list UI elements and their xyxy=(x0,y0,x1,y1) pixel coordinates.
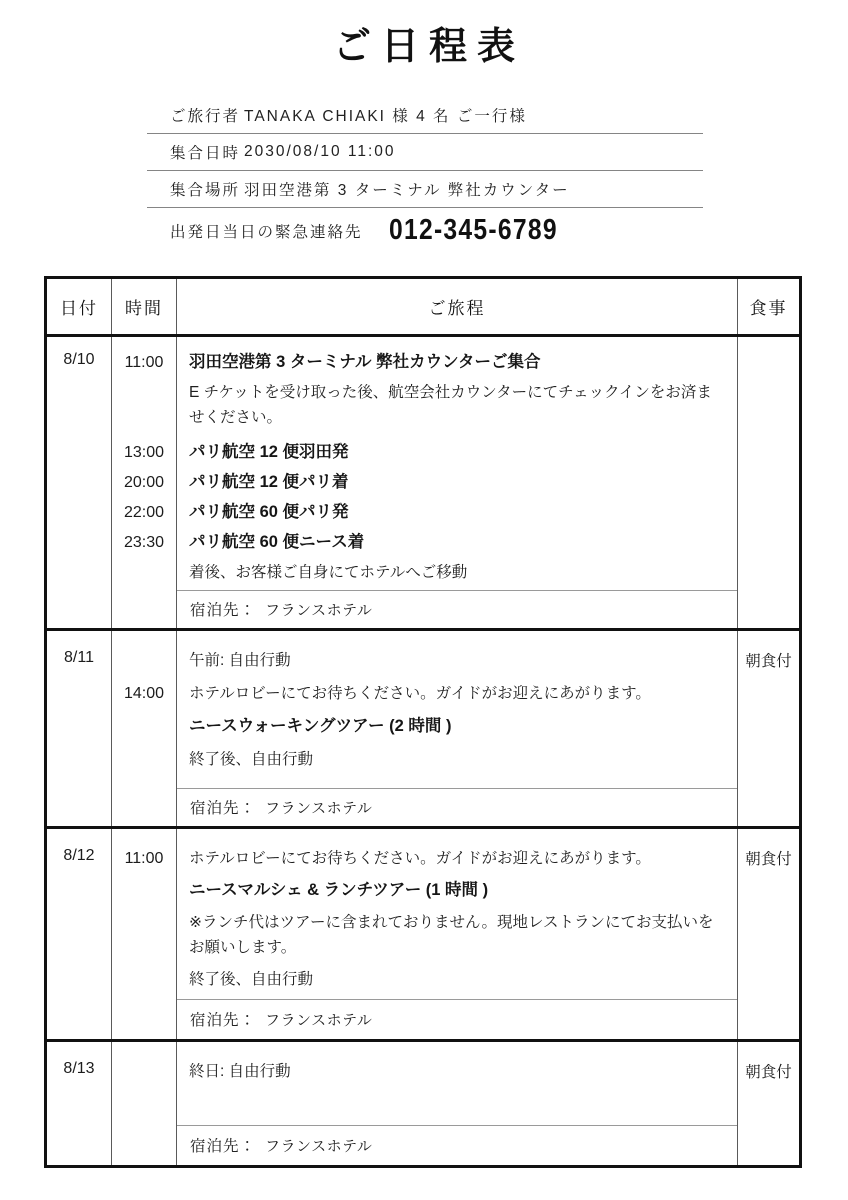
itinerary-line xyxy=(112,714,737,739)
date-cell: 8/12 xyxy=(47,829,112,1039)
itinerary-content xyxy=(112,829,737,999)
itinerary-line xyxy=(112,878,737,903)
itinerary-text: 着後、お客様ご自身にてホテルへご移動 xyxy=(189,563,468,581)
day-row-8-13 xyxy=(47,1039,799,1165)
meal-cell: 朝食付 xyxy=(737,1042,799,1165)
itinerary-text: 羽田空港第 3 ターミナル 弊社カウンターご集合 xyxy=(189,352,541,371)
table-header-time: 時間 xyxy=(112,279,177,334)
time-value: 14:00 xyxy=(123,684,165,702)
meeting-place-value: 羽田空港第 3 ターミナル 弊社カウンター xyxy=(244,181,570,199)
itinerary-cell xyxy=(112,1042,737,1165)
itinerary-text: E チケットを受け取った後、航空会社カウンターにてチェックインをお済ませください。 xyxy=(189,383,712,426)
meeting-datetime-value: 2030/08/10 11:00 xyxy=(244,142,396,160)
lodging-row xyxy=(112,999,737,1039)
meeting-datetime-row xyxy=(147,134,703,171)
itinerary-line xyxy=(112,648,737,673)
meeting-place-label: 集合場所 xyxy=(170,181,241,199)
itinerary-line xyxy=(112,530,737,555)
itinerary-cell xyxy=(112,829,737,1039)
lodging-label: 宿泊先： xyxy=(190,800,257,817)
date-cell: 8/11 xyxy=(47,631,112,826)
itinerary-cell xyxy=(112,337,737,628)
table-header-date: 日付 xyxy=(47,279,112,334)
time-value: 11:00 xyxy=(124,849,164,867)
itinerary-text: 午前: 自由行動 xyxy=(189,651,291,669)
itinerary-text: パリ航空 12 便羽田発 xyxy=(189,442,349,461)
lodging-box xyxy=(177,590,737,628)
emergency-contact-row xyxy=(147,210,703,252)
itinerary-text: パリ航空 60 便ニース着 xyxy=(189,532,365,551)
itinerary-line xyxy=(112,681,737,706)
itinerary-table xyxy=(44,276,802,1168)
table-header-meal: 食事 xyxy=(737,279,799,334)
time-value: 20:00 xyxy=(123,473,165,491)
itinerary-text: 終了後、自由行動 xyxy=(189,750,314,768)
itinerary-text: ホテルロビーにてお待ちください。ガイドがお迎えにあがります。 xyxy=(189,684,651,702)
itinerary-line xyxy=(112,967,737,992)
date-cell: 8/13 xyxy=(47,1042,112,1165)
time-value: 11:00 xyxy=(124,353,164,371)
meeting-datetime-label: 集合日時 xyxy=(170,144,241,162)
lodging-label: 宿泊先： xyxy=(190,1012,257,1029)
itinerary-line xyxy=(112,747,737,772)
lodging-row xyxy=(112,1125,737,1165)
itinerary-line xyxy=(112,380,737,430)
itinerary-text: ※ランチ代はツアーに含まれておりません。現地レストランにてお支払いをお願いします。 xyxy=(189,913,714,956)
itinerary-line xyxy=(112,560,737,585)
meal-cell: 朝食付 xyxy=(737,631,799,826)
lodging-value: フランスホテル xyxy=(265,799,373,817)
lodging-row xyxy=(112,590,737,628)
emergency-phone-number: 012-345-6789 xyxy=(388,214,558,246)
itinerary-text: ニースマルシェ & ランチツアー (1 時間 ) xyxy=(189,880,489,899)
lodging-spacer xyxy=(112,999,177,1039)
itinerary-line xyxy=(112,470,737,495)
lodging-box xyxy=(177,999,737,1039)
meal-cell: 朝食付 xyxy=(737,829,799,1039)
itinerary-text: ニースウォーキングツアー (2 時間 ) xyxy=(189,716,452,735)
table-header-itinerary: ご旅程 xyxy=(428,298,486,318)
page-title: ご日程表 xyxy=(332,26,525,68)
itinerary-line xyxy=(112,440,737,465)
traveler-value: TANAKA CHIAKI 様 4 名 ご一行様 xyxy=(244,107,527,125)
lodging-value: フランスホテル xyxy=(265,601,373,619)
emergency-contact-label: 出発日当日の緊急連絡先 xyxy=(170,223,363,241)
itinerary-line xyxy=(112,1059,737,1084)
date-cell: 8/10 xyxy=(47,337,112,628)
traveler-label: ご旅行者 xyxy=(170,107,241,125)
itinerary-text: パリ航空 60 便パリ発 xyxy=(189,502,349,521)
itinerary-line xyxy=(112,910,737,960)
lodging-value: フランスホテル xyxy=(265,1011,373,1029)
meeting-place-row xyxy=(147,171,703,208)
lodging-row xyxy=(112,788,737,826)
itinerary-text: 終了後、自由行動 xyxy=(189,970,314,988)
lodging-spacer xyxy=(112,590,177,628)
time-value: 13:00 xyxy=(123,443,165,461)
meal-cell xyxy=(737,337,799,628)
lodging-label: 宿泊先： xyxy=(190,1138,257,1155)
day-row-8-12 xyxy=(47,826,799,1039)
lodging-spacer xyxy=(112,1125,177,1165)
lodging-label: 宿泊先： xyxy=(190,602,257,619)
day-row-8-11 xyxy=(47,628,799,826)
table-header-row xyxy=(47,279,799,334)
itinerary-line xyxy=(112,846,737,871)
itinerary-content xyxy=(112,1042,737,1125)
itinerary-text: ホテルロビーにてお待ちください。ガイドがお迎えにあがります。 xyxy=(189,849,651,867)
trip-info-section xyxy=(147,97,703,252)
itinerary-line xyxy=(112,500,737,525)
time-value: 22:00 xyxy=(123,503,165,521)
itinerary-cell xyxy=(112,631,737,826)
itinerary-line xyxy=(112,350,737,375)
lodging-box xyxy=(177,788,737,826)
lodging-spacer xyxy=(112,788,177,826)
lodging-box xyxy=(177,1125,737,1165)
day-row-8-10 xyxy=(47,334,799,628)
itinerary-content xyxy=(112,337,737,590)
itinerary-text: パリ航空 12 便パリ着 xyxy=(189,472,349,491)
lodging-value: フランスホテル xyxy=(265,1137,373,1155)
itinerary-text: 終日: 自由行動 xyxy=(189,1062,291,1080)
traveler-row xyxy=(147,97,703,134)
itinerary-content xyxy=(112,631,737,788)
time-value: 23:30 xyxy=(123,533,165,551)
